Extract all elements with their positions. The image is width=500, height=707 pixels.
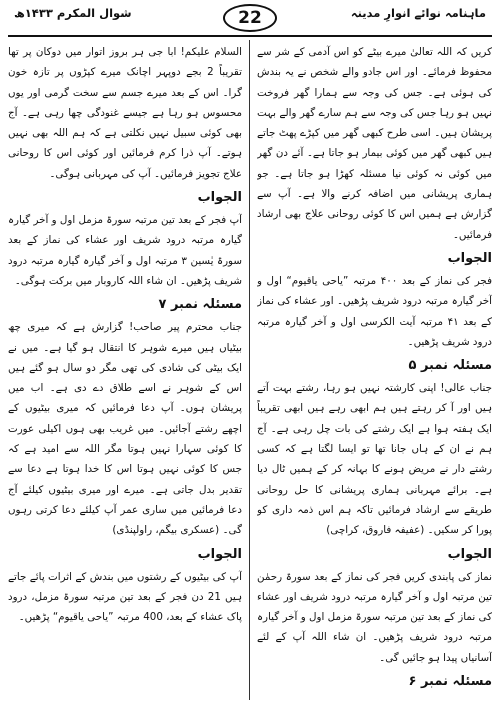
answer-heading: الجواب [447,250,492,266]
right-intro-text: کریں کہ اللہ تعالیٰ میرے بیٹے کو اس آدمی کے شر سے محفوظ فرمائے۔ اور اس جادو والے شخص نے یہ بندش کی ہوئی ہے۔ جس کی وجہ سے ہمارا گھر فروخت نہیں ہو رہا جس کی وجہ سے ہم سارے گھر والے بہت پریشان ہیں۔ اسی طرح کبھی گھر میں کپڑے پھٹ جاتے ہیں کبھی گھر میں کوئی بیمار ہو جاتا ہے۔ آئے دن گھر میں کوئی نہ کوئی نیا مسئلہ کھڑا ہو جاتا ہے۔ جو ہماری پریشانی میں اضافہ کرنے والا ہے۔ آپ سے گزارش ہے ہمیں اس کا کوئی روحانی علاج بھی ارشاد فرمائیں۔ [257,46,492,241]
right-column [257,42,492,704]
question-heading: مسئلہ نمبر ۷ [158,297,242,313]
question-text: جناب محترم پیر صاحب! گزارش ہے کہ میری چھ بیٹیاں ہیں میرے شوہر کا انتقال ہو گیا ہے۔ میں نے ایک بیٹی کی شادی کی تھی مگر دو سال ہو گئے ہیں اس کے شوہر نے اسے طلاق دے دی ہے۔ اب میں پریشان ہوں۔ آپ دعا فرمائیں کہ میری بیٹیوں کے اچھے رشتے آجائیں۔ میں غریب بھی ہوں اکیلی عورت کا کوئی سہارا نہیں ہوتا مگر اللہ سے امید ہے کہ جس کا کوئی نہیں ہوتا اس کا خدا ہوتا ہے دعا سے تقدیر بدل جاتی ہے۔ میرے اور میری بیٹیوں کیلئے آج دعا فرمائیں میں ساری عمر آپ کیلئے دعا کرتی رہوں گی۔ (عسکری بیگم، راولپنڈی) [8,321,242,537]
question-text: جناب عالی! اپنی کارشتہ نہیں ہو رہا، رشتے بہت آتے ہیں اور آ کر رہتے ہیں ہم ابھی رہے ہیں ابھی تقریباً ایک ہفتہ ہوا ہے ایک رشتے کی بات چل رہی ہے۔ آج ہم نے ان کے ہاں جانا تھا تو ایسا لگتا ہے کہ کسی رشتے دار نے مریض ہونے کا بہانہ کر کے ہمیں ٹال دیا ہے۔ برائے مہربانی ہماری پریشانی کا حل روحانی طریقے سے ارشاد فرمائیں تاکہ ہم اس ذمہ داری کو پورا کر سکیں۔ (عفیفہ فاروق، کراچی) [257,382,492,537]
question-heading: مسئلہ نمبر ۵ [408,358,492,374]
column-divider [249,40,250,700]
answer-text: آپ فجر کے بعد تین مرتبہ سورۃ مزمل اول و آخر گیارہ گیارہ مرتبہ درود شریف اور عشاء کی نماز کے بعد سورۃ یٰسین ۳ مرتبہ اول و آخر گیارہ گیارہ مرتبہ درود شریف پڑھیں۔ ان شاء اللہ کاروبار میں برکت ہوگی۔ [8,214,242,287]
magazine-title: ماہنامہ نوائے انوارِ مدینہ [350,6,486,20]
left-column [8,42,242,704]
answer-text: فجر کی نماز کے بعد ۴۰۰ مرتبہ ”یاحی یاقیوم“ اول و آخر گیارہ مرتبہ درود شریف پڑھیں۔ اور عشاء کی نماز کے بعد ۴۱ مرتبہ آیت الکرسی اول و آخر گیارہ مرتبہ درود شریف پڑھیں۔ [257,274,492,348]
page-number: 22 [223,4,277,32]
issue-date: شوال المکرم ۱۴۳۳ھ [14,6,132,20]
question-heading: مسئلہ نمبر ۶ [408,674,492,690]
header-rule [8,35,492,37]
page-header [0,0,500,38]
left-intro-text: السلام علیکم! ابا جی ہر بروز اتوار میں دوکان پر تھا تقریباً 2 بجے دوپہر اچانک میرے کپڑوں پر تازہ خون گرا۔ اس کے بعد میرے جسم سے سخت گرمی اور یوں محسوس ہو رہا ہے جیسے غنودگی چھا رہی ہے۔ آج بھی کوئی سبیل نہیں نکلتی ہے کہ ہم اللہ بھی نہیں ہوتے۔ آپ ذرا کرم فرمائیں اور کوئی اس کا روحانی علاج تجویز فرمائیں۔ آپ کی مہربانی ہوگی۔ [8,46,242,180]
answer-text: آپ کی بیٹیوں کے رشتوں میں بندش کے اثرات پائے جاتے ہیں 21 دن فجر کے بعد تین مرتبہ سورۃ مزمل، درود پاک عشاء کے بعد، 400 مرتبہ ”یاحی یاقیوم“ پڑھیں۔ [8,570,242,624]
answer-text: نماز کی پابندی کریں فجر کی نماز کے بعد سورۃ رحمٰن تین مرتبہ اول و آخر گیارہ مرتبہ درود شریف اور عشاء کی نماز کے بعد تین مرتبہ سورۃ مزمل اول و آخر گیارہ مرتبہ درود شریف پڑھیں۔ ان شاء اللہ آپ کے لئے آسانیاں پیدا ہو جائیں گی۔ [257,570,492,664]
answer-heading: الجواب [197,546,242,562]
answer-heading: الجواب [197,190,242,206]
answer-heading: الجواب [447,546,492,562]
